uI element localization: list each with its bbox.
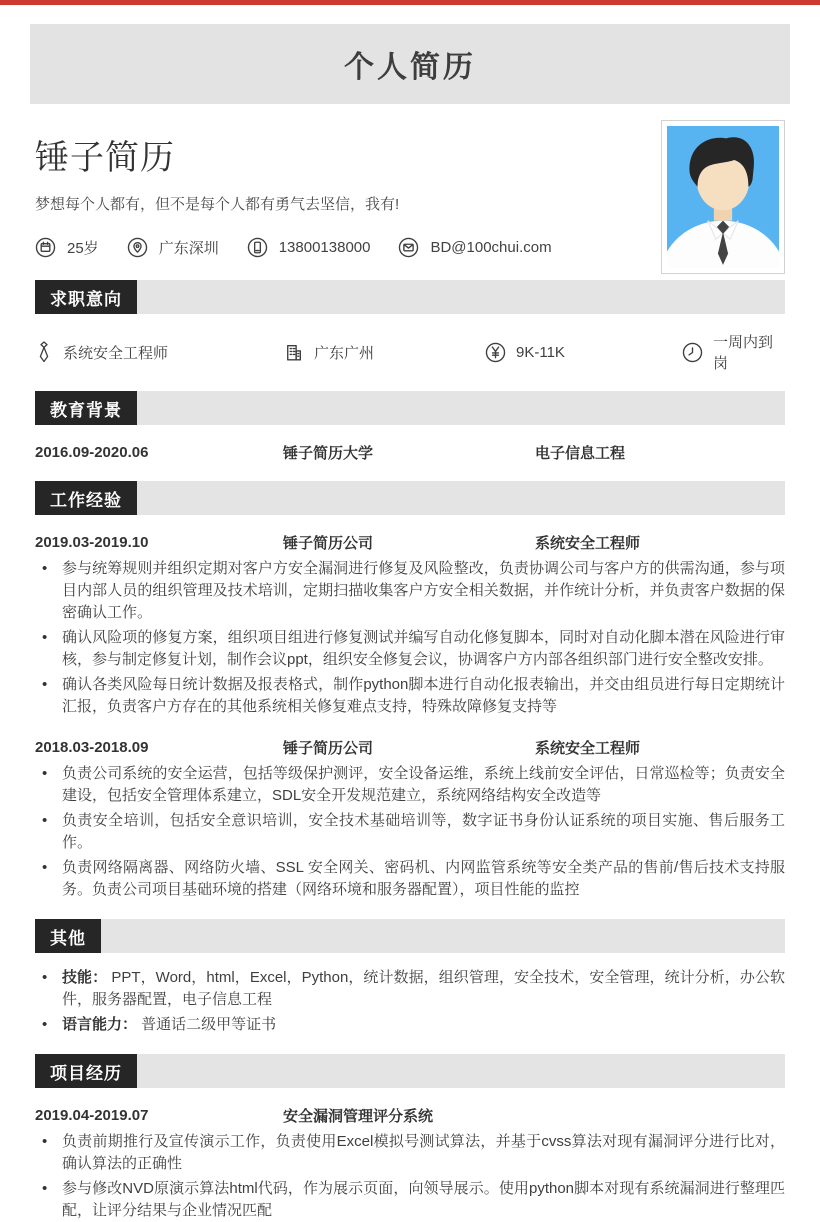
- language-text: 普通话二级甲等证书: [137, 1016, 277, 1033]
- skill-item: [35, 967, 785, 1011]
- project-period: 2019.04-2019.07: [35, 1107, 149, 1124]
- avatar-illustration: [667, 126, 779, 268]
- language-label: 语言能力：: [62, 1016, 138, 1033]
- project-header-row: [35, 1105, 785, 1126]
- intent-availability-text: 一周内到岗: [713, 334, 774, 372]
- contact-location: [127, 237, 219, 258]
- job-period: 2018.03-2018.09: [35, 739, 149, 756]
- project-name: 安全漏洞管理评分系统: [283, 1108, 434, 1125]
- intent-city: [283, 342, 485, 363]
- education-major: 电子信息工程: [535, 445, 626, 462]
- job-role: 系统安全工程师: [535, 740, 641, 757]
- salary-icon: [485, 342, 506, 363]
- profile-header: [35, 136, 785, 258]
- contact-phone: [247, 237, 371, 258]
- section-title-work: 工作经验: [35, 481, 137, 515]
- job-header-row: [35, 737, 785, 758]
- intent-role: [35, 340, 283, 364]
- skill-text: PPT，Word，html，Excel，Python，统计数据，组织管理，安全技术，安全管理，统计分析，办公软件，服务器配置，电子信息工程: [62, 969, 785, 1008]
- email-icon: [398, 237, 419, 258]
- education-school: 锤子简历大学: [283, 445, 374, 462]
- intent-city-text: 广东广州: [314, 344, 375, 362]
- contact-email: [398, 237, 551, 258]
- job-company: 锤子简历公司: [283, 535, 374, 552]
- intent-salary-text: 9K-11K: [516, 343, 565, 361]
- contact-email-text: BD@100chui.com: [430, 239, 552, 256]
- project-bullets: [35, 1131, 785, 1222]
- section-projects: [35, 1054, 785, 1088]
- profile-photo: [661, 120, 785, 274]
- job-bullets: [35, 558, 785, 718]
- bullet-item: • 负责网络隔离器、网络防火墙、SSL 安全网关、密码机、内网监管系统等安全类产品的售前/售后技术支持服务。负责公司项目基础环境的搭建（网络环境和服务器配置），项目性能的监控: [35, 857, 785, 901]
- bullet-item: • 确认风险项的修复方案，组织项目组进行修复测试并编写自动化修复脚本，同时对自动化脚本潜在风险进行审核，参与制定修复计划，制作会议ppt，组织安全修复会议，协调客户方内部各组织部门进行安全整改安排。: [35, 627, 785, 671]
- job-intention-row: [35, 331, 785, 373]
- section-title-job-intention: 求职意向: [35, 280, 137, 314]
- job-header-row: [35, 532, 785, 553]
- job-role: 系统安全工程师: [535, 535, 641, 552]
- job-period: 2019.03-2019.10: [35, 534, 149, 551]
- location-icon: [127, 237, 148, 258]
- job-company: 锤子简历公司: [283, 740, 374, 757]
- page-title-band: [30, 24, 790, 104]
- page-title: 个人简历: [344, 51, 476, 84]
- top-accent-bar: [0, 0, 820, 5]
- clock-icon: [682, 342, 703, 363]
- education-period: 2016.09-2020.06: [35, 444, 149, 461]
- bullet-item: • 负责公司系统的安全运营，包括等级保护测评，安全设备运维，系统上线前安全评估，日常巡检等；负责安全建设，包括安全管理体系建立，SDL安全开发规范建立，系统网络结构安全改造等: [35, 763, 785, 807]
- intent-availability: [682, 331, 785, 373]
- contact-age: [35, 237, 99, 258]
- bullet-item: • 参与修改NVD原演示算法html代码，作为展示页面，向领导展示。使用python脚本对现有系统漏洞进行整理匹配，让评分结果与企业情况匹配: [35, 1178, 785, 1222]
- section-title-education: 教育背景: [35, 391, 137, 425]
- intent-role-text: 系统安全工程师: [63, 344, 169, 362]
- candidate-name: 锤子简历: [35, 139, 175, 177]
- section-other: [35, 919, 785, 953]
- education-row: [35, 442, 785, 463]
- intent-salary: [485, 342, 682, 363]
- other-list: [35, 967, 785, 1036]
- section-education: [35, 391, 785, 425]
- section-title-other: 其他: [35, 919, 101, 953]
- building-icon: [283, 342, 304, 363]
- bullet-item: • 负责安全培训，包括安全意识培训，安全技术基础培训等，数字证书身份认证系统的项目实施、售后服务工作。: [35, 810, 785, 854]
- bullet-item: • 负责前期推行及宣传演示工作，负责使用Excel模拟号测试算法，并基于cvss算法对现有漏洞评分进行比对，确认算法的正确性: [35, 1131, 785, 1175]
- calendar-icon: [35, 237, 56, 258]
- contact-location-text: 广东深圳: [158, 240, 219, 257]
- bullet-item: • 参与统筹规则并组织定期对客户方安全漏洞进行修复及风险整改，负责协调公司与客户方的供需沟通，参与项目内部人员的组织管理及技术培训，定期扫描收集客户方安全相关数据，并作统计分析，并负责客户数据的保密确认工作。: [35, 558, 785, 624]
- contact-phone-text: 13800138000: [278, 239, 371, 256]
- candidate-tagline: 梦想每个人都有，但不是每个人都有勇气去坚信，我有!: [35, 196, 400, 213]
- job-bullets: [35, 763, 785, 901]
- contact-age-text: 25岁: [67, 240, 99, 257]
- section-title-projects: 项目经历: [35, 1054, 137, 1088]
- language-item: [35, 1014, 785, 1036]
- section-work-experience: [35, 481, 785, 515]
- phone-icon: [247, 237, 268, 258]
- tie-icon: [35, 340, 53, 364]
- bullet-item: • 确认各类风险每日统计数据及报表格式，制作python脚本进行自动化报表输出，并交由组员进行每日定期统计汇报，负责客户方存在的其他系统相关修复难点支持，特殊故障修复支持等: [35, 674, 785, 718]
- skill-label: 技能：: [62, 969, 108, 986]
- section-job-intention: [35, 280, 785, 314]
